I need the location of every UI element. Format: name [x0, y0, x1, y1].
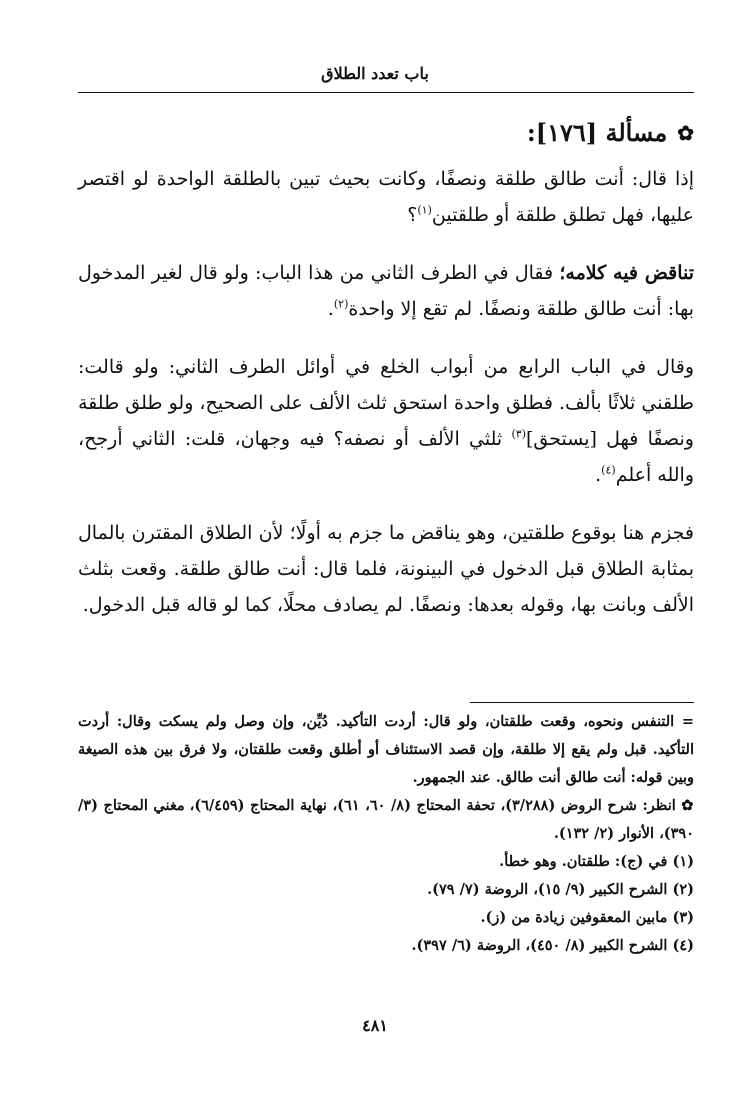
footnote-star-note: ✿ انظر: شرح الروض (٣/٢٨٨)، تحفة المحتاج (٨/ ٦٠، ٦١)، نهاية المحتاج (٦/٤٥٩)، مغني المحتاج (٣/ ٣٩٠)، الأنوار (٢/ ١٣٢).	[78, 797, 694, 842]
footnote-ref-3[interactable]: (٣)	[511, 427, 526, 441]
footnote-ref-4[interactable]: (٤)	[601, 463, 616, 477]
paragraph-2-tail: .	[327, 298, 334, 320]
paragraph-3	[78, 349, 694, 493]
footnote-ref-2[interactable]: (٢)	[333, 297, 349, 311]
running-title: باب تعدد الطلاق	[321, 64, 429, 83]
paragraph-3-text-b: ثلثي الألف أو نصفه؟ فيه وجهان، قلت: الثاني أرجح، والله أعلم	[78, 428, 694, 486]
paragraph-2-text: فقال في الطرف الثاني من هذا الباب: ولو قال لغير المدخول بها: أنت طالق طلقة ونصفًا. لم تقع إلا واحدة	[78, 262, 694, 320]
footnote-3: (٣) مابين المعقوفين زيادة من (ز).	[480, 909, 694, 926]
header-divider	[78, 92, 694, 93]
paragraph-1-tail: ؟	[407, 204, 418, 226]
paragraph-1-text: إذا قال: أنت طالق طلقة ونصفًا، وكانت بحيث تبين بالطلقة الواحدة لو اقتصر عليها، فهل تطلق طلقة أو طلقتين	[78, 168, 694, 226]
page-number: ٤٨١	[362, 1016, 388, 1035]
footnote-4: (٤) الشرح الكبير (٨/ ٤٥٠)، الروضة (٦/ ٣٩٧).	[411, 937, 694, 954]
flower-ornament-icon: ✿	[677, 120, 694, 145]
footnote-1: (١) في (ج): طلقتان. وهو خطأ.	[499, 853, 694, 870]
paragraph-4-text: فجزم هنا بوقوع طلقتين، وهو يناقض ما جزم به أولًا؛ لأن الطلاق المقترن بالمال بمثابة الطلاق قبل الدخول في البينونة، فلما قال: أنت طالق طلقة. وقعت بثلث الألف وبانت بها، وقوله بعدها: ونصفًا. لم يصادف محلًا، كما لو قاله قبل الدخول.	[78, 522, 694, 616]
footnote-continuation: = التنفس ونحوه، وقعت طلقتان، ولو قال: أردت التأكيد. دُيِّن، وإن وصل ولم يسكت وقال: أردت التأكيد. قبل ولم يقع إلا طلقة، وإن قصد الاستئناف أو أطلق وقعت طلقتان، ولا فرق بين هذه الصيغة وبين قوله: أنت طالق أنت طالق. عند الجمهور.	[78, 713, 694, 786]
footnote-divider	[470, 702, 694, 703]
paragraph-4	[78, 515, 694, 623]
footnote-ref-1[interactable]: (١)	[417, 203, 432, 217]
paragraph-2	[78, 255, 694, 327]
paragraph-3-tail: .	[595, 464, 602, 486]
main-text	[78, 112, 694, 645]
footnotes	[78, 708, 694, 960]
paragraph-1	[78, 161, 694, 233]
footnote-2: (٢) الشرح الكبير (٩/ ١٥)، الروضة (٧/ ٧٩).	[427, 881, 694, 898]
issue-title: مسألة [١٧٦]:	[526, 118, 668, 147]
issue-heading	[78, 118, 694, 147]
paragraph-2-lead: تناقض فيه كلامه؛	[559, 262, 695, 284]
paragraph-3-text-a: وقال في الباب الرابع من أبواب الخلع في أوائل الطرف الثاني: ولو قالت: طلقني ثلاثًا بألف. فطلق واحدة استحق ثلث الألف على الصحيح، ولو طلق طلقة ونصفًا فهل [يستحق]	[78, 356, 694, 450]
